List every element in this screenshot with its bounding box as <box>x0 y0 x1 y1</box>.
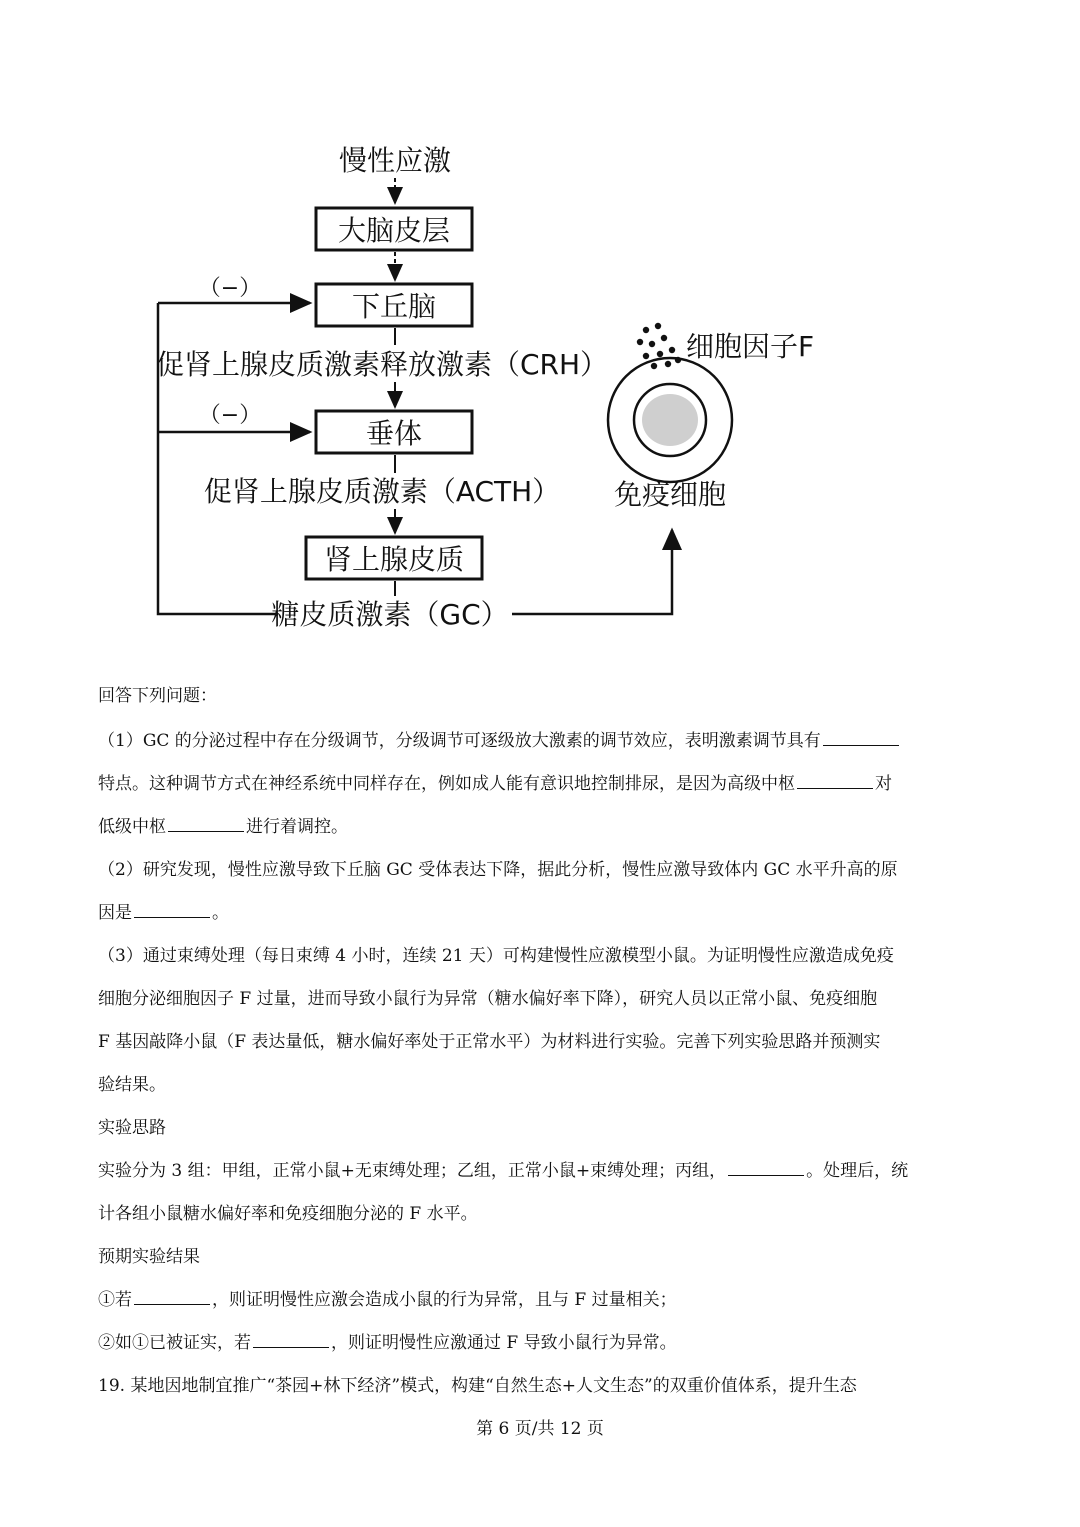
acth-label: 促肾上腺皮质激素（ACTH） <box>203 475 561 508</box>
blank-result-2[interactable] <box>253 1346 329 1348</box>
negative-feedback-label-1: （−） <box>198 276 262 301</box>
idea-text-a1: 实验分为 3 组：甲组，正常小鼠+无束缚处理；乙组，正常小鼠+束缚处理；丙组， <box>98 1161 727 1181</box>
chronic-stress-label: 慢性应激 <box>338 144 452 177</box>
gc-to-immune-line <box>512 530 672 614</box>
q19-line: 19. 某地因地制宜推广“茶园+林下经济”模式，构建“自然生态+人文生态”的双重价值体系，提升生态 <box>98 1376 857 1396</box>
gc-label: 糖皮质激素（GC） <box>271 598 509 630</box>
result-2-text-a: ②如①已被证实，若 <box>98 1333 251 1353</box>
blank-q1-feature[interactable] <box>823 744 899 746</box>
result-line-2 <box>98 1335 677 1352</box>
result-1-text-b: ，则证明慢性应激会造成小鼠的行为异常，且与 F 过量相关； <box>212 1290 677 1310</box>
blank-q1-high-center[interactable] <box>797 787 873 789</box>
q1-line-3 <box>98 819 348 836</box>
idea-title: 实验思路 <box>98 1118 166 1138</box>
idea-line-2: 计各组小鼠糖水偏好率和免疫细胞分泌的 F 水平。 <box>98 1204 478 1224</box>
q1-text-c1: 低级中枢 <box>98 817 166 837</box>
hpa-axis-diagram <box>150 130 850 630</box>
result-title: 预期实验结果 <box>98 1247 200 1267</box>
q3-line-4: 验结果。 <box>98 1075 166 1095</box>
q2-line-1: （2）研究发现，慢性应激导致下丘脑 GC 受体表达下降，据此分析，慢性应激导致体内 GC 水平升高的原 <box>98 860 898 880</box>
q2-line-2 <box>98 905 229 922</box>
blank-q2-reason[interactable] <box>134 916 210 918</box>
q1-line-1 <box>98 733 901 750</box>
q1-line-2 <box>98 776 892 793</box>
q3-line-3: F 基因敲降小鼠（F 表达量低，糖水偏好率处于正常水平）为材料进行实验。完善下列实验思路并预测实 <box>98 1032 881 1052</box>
q1-text-b-end: 对 <box>875 774 892 794</box>
q2-text-b2: 。 <box>212 903 229 923</box>
result-line-1 <box>98 1292 677 1309</box>
blank-result-1[interactable] <box>134 1303 210 1305</box>
q1-text-b: 特点。这种调节方式在神经系统中同样存在，例如成人能有意识地控制排尿，是因为高级中枢 <box>98 774 795 794</box>
q3-line-2: 细胞分泌细胞因子 F 过量，进而导致小鼠行为异常（糖水偏好率下降），研究人员以正常小鼠、免疫细胞 <box>98 989 878 1009</box>
hypothalamus-label: 下丘脑 <box>351 290 437 323</box>
idea-text-a2: 。处理后，统 <box>806 1161 909 1181</box>
negative-feedback-label-2: （−） <box>198 403 262 428</box>
immune-cell-nucleus <box>642 394 698 446</box>
q3-line-1: （3）通过束缚处理（每日束缚 4 小时，连续 21 天）可构建慢性应激模型小鼠。为证明慢性应激造成免疫 <box>98 946 894 966</box>
q2-text-b1: 因是 <box>98 903 132 923</box>
pituitary-label: 垂体 <box>365 417 423 450</box>
adrenal-label: 肾上腺皮质 <box>323 543 465 576</box>
cortex-label: 大脑皮层 <box>337 214 451 247</box>
blank-group-c[interactable] <box>728 1174 804 1176</box>
idea-line-1 <box>98 1163 908 1180</box>
immune-cell-label: 免疫细胞 <box>613 478 727 511</box>
cytokine-f-dots <box>637 323 681 369</box>
result-2-text-b: ，则证明慢性应激通过 F 导致小鼠行为异常。 <box>331 1333 677 1353</box>
crh-label: 促肾上腺皮质激素释放激素（CRH） <box>155 348 609 381</box>
page-footer: 第 6 页/共 12 页 <box>476 1419 604 1439</box>
result-1-text-a: ①若 <box>98 1290 132 1310</box>
q1-text-c2: 进行着调控。 <box>246 817 348 837</box>
blank-q1-low-center[interactable] <box>168 830 244 832</box>
intro-line: 回答下列问题： <box>98 686 217 706</box>
q1-text-a: （1）GC 的分泌过程中存在分级调节，分级调节可逐级放大激素的调节效应，表明激素调节具有 <box>98 731 821 751</box>
cytokine-f-label: 细胞因子F <box>686 330 815 363</box>
